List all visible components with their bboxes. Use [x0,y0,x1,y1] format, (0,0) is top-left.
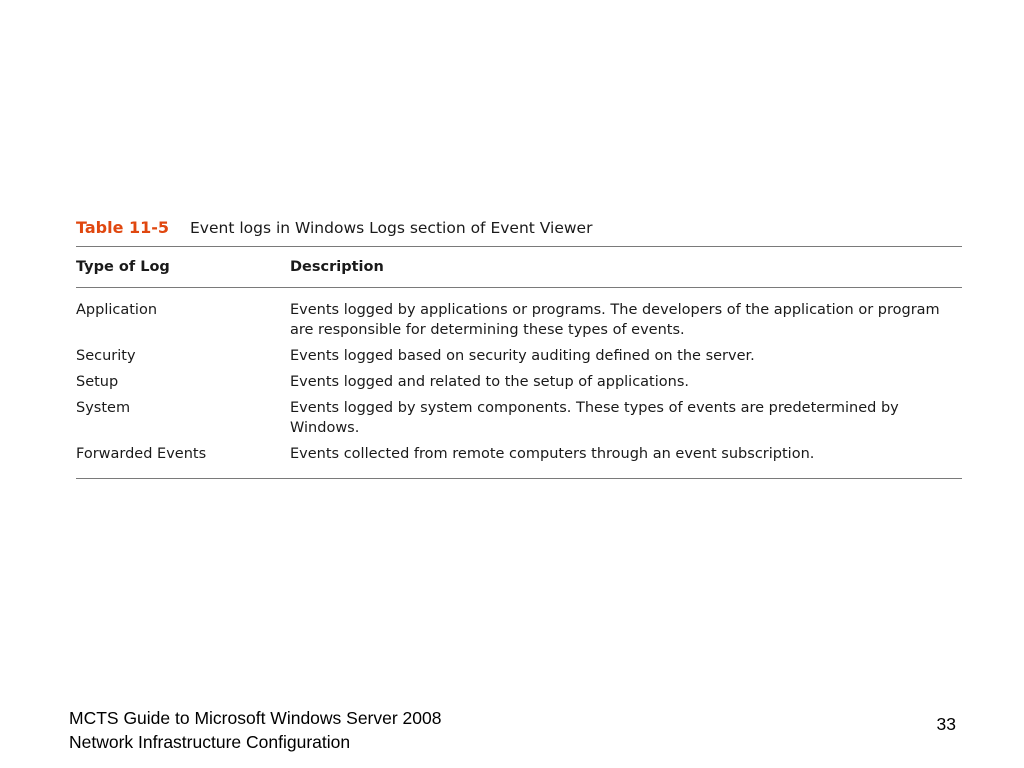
row-type: Security [76,348,136,364]
table-row [76,300,962,340]
table-number: Table 11-5 [76,218,170,237]
header-type-of-log: Type of Log [76,259,170,275]
table-header-row [76,247,962,287]
header-description: Description [290,259,384,275]
row-type: Application [76,302,158,318]
row-description: Events collected from remote computers through an event subscription. [290,446,815,462]
row-type: Forwarded Events [76,446,207,462]
footer-course-title: MCTS Guide to Microsoft Windows Server 2008 [69,708,442,728]
row-type: Setup [76,374,119,390]
page-number: 33 [936,714,956,734]
event-log-table [76,218,962,479]
row-description: Events logged by system components. These types of events are predetermined by Windows. [290,400,899,436]
table-body [76,288,962,478]
bottom-rule [76,478,962,479]
table-row [76,372,962,392]
footer-course-subtitle: Network Infrastructure Configuration [69,732,351,752]
row-description: Events logged by applications or programs. The developers of the application or program are responsible for determining these types of events. [290,302,940,338]
table-caption [76,218,962,246]
row-description: Events logged and related to the setup of applications. [290,374,689,390]
table-title: Event logs in Windows Logs section of Event Viewer [190,219,593,237]
slide-footer [69,706,442,754]
table-row [76,444,962,464]
table-row [76,398,962,438]
row-description: Events logged based on security auditing defined on the server. [290,348,755,364]
row-type: System [76,400,131,416]
table-row [76,346,962,366]
